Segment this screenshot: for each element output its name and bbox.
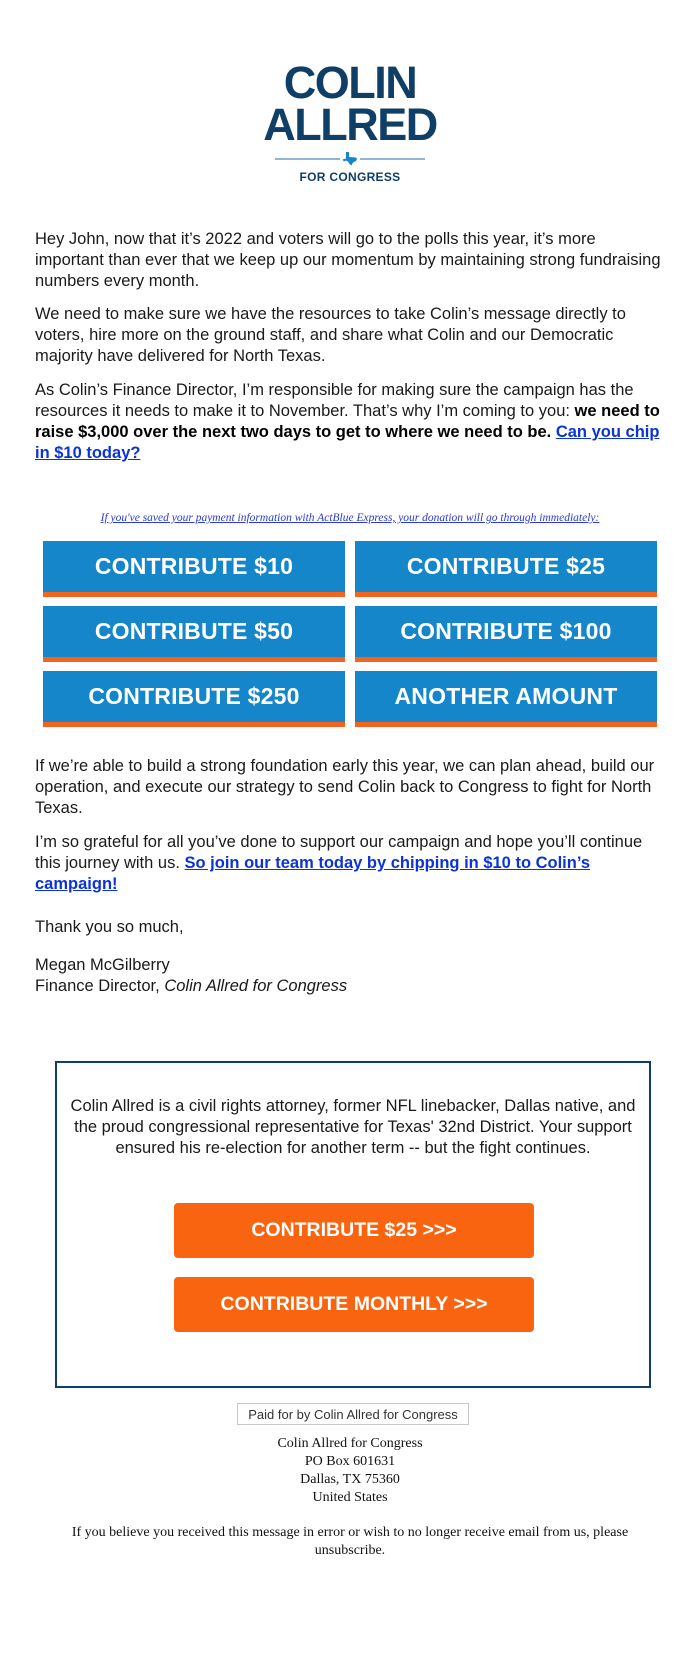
actblue-express-link[interactable]: If you've saved your payment information with ActBlue Express, your donation will go through immediately: — [100, 512, 600, 524]
intro-paragraph-1: Hey John, now that it’s 2022 and voters will go to the polls this year, it’s more important than ever that we keep up our momentum by maintaining strong fundraising numbers every month. — [35, 230, 661, 290]
contribute-100-button[interactable]: CONTRIBUTE $100 — [355, 606, 657, 662]
paid-for-disclaimer: Paid for by Colin Allred for Congress — [237, 1403, 469, 1425]
bio-box — [55, 1061, 651, 1388]
contribute-250-button[interactable]: CONTRIBUTE $250 — [43, 671, 345, 727]
bio-text: Colin Allred is a civil rights attorney, former NFL linebacker, Dallas native, and the proud congressional representative for Texas' 32nd District. Your support ensured his re-election for another term -- but the fight continues. — [70, 1097, 636, 1157]
contribute-25-orange-button[interactable]: CONTRIBUTE $25 >>> — [174, 1203, 534, 1258]
campaign-logo — [0, 57, 700, 184]
address-po: PO Box 601631 — [304, 1454, 396, 1469]
join-team-link[interactable]: So join our team today by chipping in $10 to Colin’s campaign! — [35, 854, 590, 893]
contribute-50-button[interactable]: CONTRIBUTE $50 — [43, 606, 345, 662]
signer-title: Finance Director, Colin Allred for Congress — [35, 977, 348, 995]
intro-paragraph-2: We need to make sure we have the resources to take Colin’s message directly to voters, hire more on the ground staff, and share what Colin and our Democratic majority have delivered for North Texas. — [35, 305, 626, 365]
logo-line-1: COLIN — [283, 57, 417, 108]
chip-in-link[interactable]: Can you chip in $10 today? — [35, 423, 660, 462]
logo-divider — [275, 152, 425, 166]
texas-icon — [340, 152, 360, 166]
signer-organization: Colin Allred for Congress — [164, 977, 348, 995]
footer-address — [0, 1435, 700, 1507]
logo-line-2: ALLRED — [263, 99, 437, 150]
fundraising-goal: we need to raise $3,000 over the next two days to get to where we need to be. — [35, 402, 660, 441]
body-paragraph-5: I’m so grateful for all you’ve done to support our campaign and hope you’ll continue this journey with us. So join our team today by chipping in $10 to Colin’s campaign! — [35, 833, 643, 893]
another-amount-button[interactable]: ANOTHER AMOUNT — [355, 671, 657, 727]
contribute-25-button[interactable]: CONTRIBUTE $25 — [355, 541, 657, 597]
closing-line: Thank you so much, — [35, 918, 184, 936]
logo-subtitle: FOR CONGRESS — [299, 170, 401, 184]
unsubscribe-text[interactable]: If you believe you received this message in error or wish to no longer receive email from us, please unsubscribe. — [71, 1525, 629, 1558]
intro-paragraph-3: As Colin’s Finance Director, I’m responsible for making sure the campaign has the resources it needs to make it to November. That’s why I’m coming to you: we need to raise $3,000 over the next two days to get to where we need to be. Can you chip in $10 today? — [35, 381, 660, 462]
body-paragraph-4: If we’re able to build a strong foundation early this year, we can plan ahead, build our operation, and execute our strategy to send Colin back to Congress to fight for North Texas. — [35, 757, 655, 817]
address-country: United States — [312, 1490, 388, 1505]
address-city: Dallas, TX 75360 — [300, 1472, 400, 1487]
signer-name: Megan McGilberry — [35, 956, 170, 974]
address-org: Colin Allred for Congress — [277, 1436, 423, 1451]
contribute-10-button[interactable]: CONTRIBUTE $10 — [43, 541, 345, 597]
contribute-monthly-button[interactable]: CONTRIBUTE MONTHLY >>> — [174, 1277, 534, 1332]
